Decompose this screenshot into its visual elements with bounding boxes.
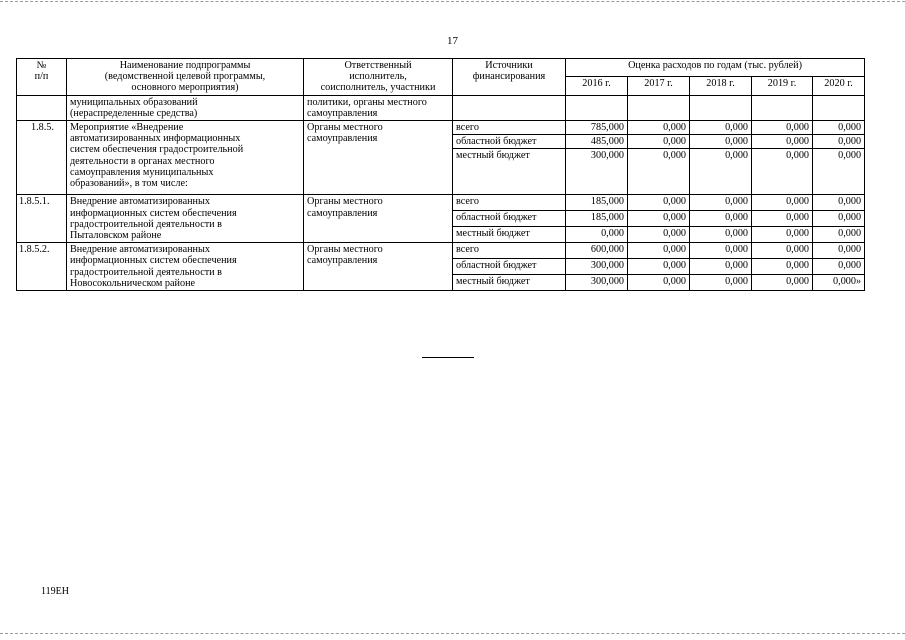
footer-divider (422, 357, 474, 358)
row-value: 0,000 (690, 149, 752, 195)
cell-source (453, 95, 566, 120)
row-value: 0,000 (752, 259, 813, 275)
row-value: 0,000 (628, 121, 690, 135)
cell-executor (304, 95, 453, 120)
row-name-text: Внедрение автоматизированных информационных систем обеспечения градостроительной деятельности в Пыталовском районе (70, 196, 237, 242)
scan-edge-bottom (0, 633, 905, 634)
row-name-text: Мероприятие «Внедрение автоматизированных информационных систем обеспечения градостроительной деятельности в органах местного самоуправления муниципальных образований», в том числе: (70, 122, 244, 190)
row-value: 0,000 (690, 227, 752, 243)
row-value: 0,000 (690, 195, 752, 211)
header-years-group: Оценка расходов по годам (тыс. рублей) (566, 59, 865, 77)
row-value: 0,000 (813, 211, 865, 227)
row-value: 0,000 (690, 211, 752, 227)
header-name (67, 59, 304, 96)
row-value: 0,000 (628, 227, 690, 243)
row-source: областной бюджет (453, 135, 566, 149)
row-value: 300,000 (566, 259, 628, 275)
row-value: 0,000 (752, 243, 813, 259)
header-executor-text: Ответственный исполнитель, соисполнитель, участники (320, 60, 436, 94)
table-header (17, 59, 865, 96)
header-year: 2017 г. (628, 77, 690, 95)
row-executor-text: Органы местного самоуправления (307, 196, 383, 219)
row-value: 185,000 (566, 211, 628, 227)
row-number: 1.8.5. (17, 121, 67, 195)
cell-value (628, 95, 690, 120)
row-value: 0,000 (752, 227, 813, 243)
row-value: 0,000 (628, 195, 690, 211)
row-executor (304, 243, 453, 291)
row-name (67, 195, 304, 243)
row-value: 0,000 (752, 121, 813, 135)
cell-value (813, 95, 865, 120)
row-executor (304, 121, 453, 195)
row-source: всего (453, 121, 566, 135)
header-name-text: Наименование подпрограммы (ведомственной целевой программы, основного мероприятия) (104, 60, 266, 94)
continuation-executor: политики, органы местного самоуправления (307, 96, 427, 119)
row-value: 600,000 (566, 243, 628, 259)
row-value: 0,000 (813, 149, 865, 195)
row-source: всего (453, 195, 566, 211)
row-value: 300,000 (566, 275, 628, 291)
scan-edge-top (0, 1, 905, 2)
row-value: 0,000 (566, 227, 628, 243)
header-year: 2016 г. (566, 77, 628, 95)
row-value: 0,000 (813, 227, 865, 243)
row-value: 0,000 (690, 275, 752, 291)
row-value: 0,000» (813, 275, 865, 291)
row-value: 0,000 (628, 135, 690, 149)
cell-num (17, 95, 67, 120)
continuation-row (17, 95, 865, 120)
table-row (17, 243, 865, 259)
row-value: 0,000 (752, 275, 813, 291)
cell-name (67, 95, 304, 120)
row-value: 0,000 (628, 149, 690, 195)
row-name-text: Внедрение автоматизированных информационных систем обеспечения градостроительной деятельности в Новосокольническом районе (70, 244, 237, 289)
row-value: 0,000 (752, 149, 813, 195)
row-value: 0,000 (813, 121, 865, 135)
row-value: 0,000 (628, 211, 690, 227)
row-value: 0,000 (628, 243, 690, 259)
row-value: 0,000 (690, 259, 752, 275)
row-value: 485,000 (566, 135, 628, 149)
header-year: 2019 г. (752, 77, 813, 95)
row-source: всего (453, 243, 566, 259)
header-source-text: Источники финансирования (472, 60, 546, 83)
row-value: 0,000 (813, 243, 865, 259)
cell-value (690, 95, 752, 120)
cell-value (752, 95, 813, 120)
row-value: 0,000 (690, 243, 752, 259)
row-value: 0,000 (628, 259, 690, 275)
table-row (17, 195, 865, 211)
header-num (17, 59, 67, 96)
row-value: 300,000 (566, 149, 628, 195)
row-source: местный бюджет (453, 227, 566, 243)
header-source (453, 59, 566, 96)
page-number: 17 (447, 35, 458, 47)
row-value: 0,000 (813, 259, 865, 275)
row-executor-text: Органы местного самоуправления (307, 122, 383, 145)
row-source: областной бюджет (453, 259, 566, 275)
continuation-name: муниципальных образований (нераспределенные средства) (70, 96, 198, 119)
budget-table (16, 58, 865, 291)
row-value: 0,000 (752, 195, 813, 211)
header-executor (304, 59, 453, 96)
row-value: 0,000 (752, 135, 813, 149)
header-year: 2020 г. (813, 77, 865, 95)
row-source: местный бюджет (453, 275, 566, 291)
row-value: 0,000 (813, 195, 865, 211)
cell-value (566, 95, 628, 120)
document-code: 119ЕН (41, 586, 69, 597)
row-executor (304, 195, 453, 243)
row-value: 0,000 (813, 135, 865, 149)
row-value: 0,000 (628, 275, 690, 291)
row-name (67, 121, 304, 195)
header-year: 2018 г. (690, 77, 752, 95)
row-number: 1.8.5.2. (17, 243, 67, 291)
row-value: 185,000 (566, 195, 628, 211)
table-row (17, 121, 865, 135)
row-value: 0,000 (690, 135, 752, 149)
row-value: 785,000 (566, 121, 628, 135)
table-body (17, 95, 865, 290)
row-value: 0,000 (690, 121, 752, 135)
row-source: местный бюджет (453, 149, 566, 195)
row-value: 0,000 (752, 211, 813, 227)
header-num-text: № п/п (34, 60, 49, 83)
row-number: 1.8.5.1. (17, 195, 67, 243)
row-executor-text: Органы местного самоуправления (307, 244, 383, 267)
row-name (67, 243, 304, 291)
row-source: областной бюджет (453, 211, 566, 227)
